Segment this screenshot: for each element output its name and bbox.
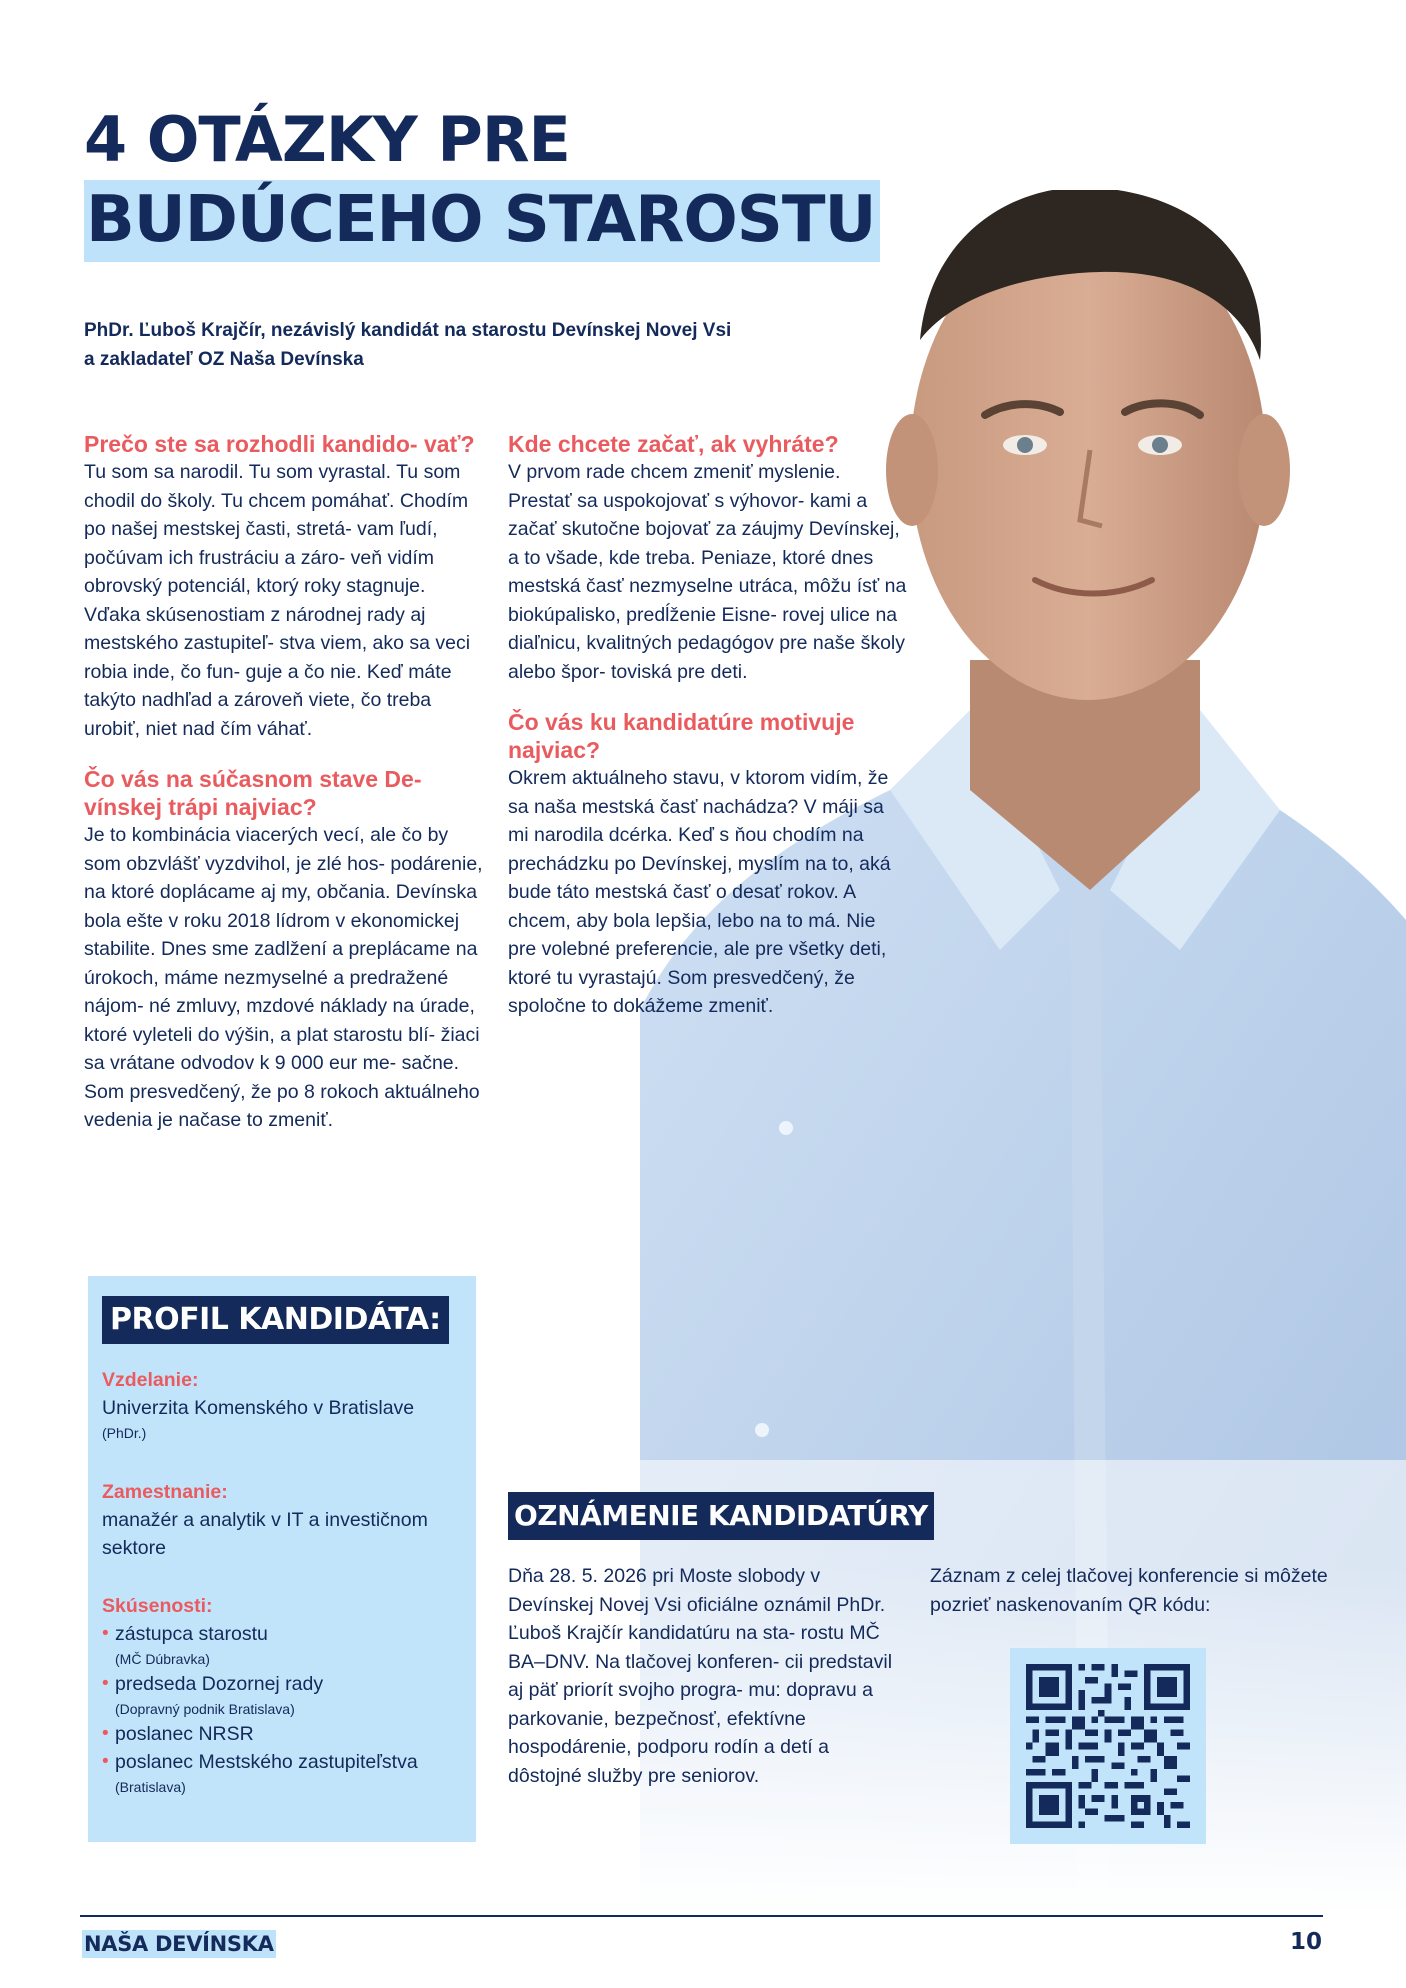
bullet-icon: • <box>102 1751 109 1772</box>
qr-caption: Záznam z celej tlačovej konferencie si môžete pozrieť naskenovaním QR kódu: <box>930 1565 1328 1616</box>
interview-column-left <box>84 430 484 1157</box>
experience-list <box>102 1620 467 1798</box>
education-block <box>102 1366 467 1444</box>
experience-note: (MČ Dúbravka) <box>115 1651 210 1667</box>
question-3: Kde chcete začať, ak vyhráte? <box>508 431 839 457</box>
candidate-profile-box <box>88 1276 476 1842</box>
subtitle-line-2: a zakladateľ OZ Naša Devínska <box>84 349 364 370</box>
answer-1: Tu som sa narodil. Tu som vyrastal. Tu som chodil do školy. Tu chcem pomáhať. Chodím po našej mestskej časti, stretá- vam ľudí, počúvam ich frustráciu a záro- veň vidím obrovský potenciál, ktorý roky stagnuje. Vďaka skúsenostiam z národnej rady aj mestského zastupiteľ- stva viem, ako sa veci robia inde, čo fun- guje a čo nie. Keď máte takýto nadhľad a zároveň viete, čo treba urobiť, niet nad čím váhať. <box>84 461 471 740</box>
qr-code-icon[interactable] <box>1026 1664 1190 1828</box>
qr-code-box[interactable] <box>1010 1648 1206 1844</box>
answer-2: Je to kombinácia viacerých vecí, ale čo by som obzvlášť vyzdvihol, je zlé hos- podárenie, na ktoré doplácame aj my, občania. Devínska bola ešte v roku 2018 lídrom v ekonomickej stabilite. Dnes sme zadlžení a preplácame na úrokoch, máme nezmyselné a predražené nájom- né zmluvy, mzdové náklady na úrade, ktoré vyleteli do výšin, a plat starostu blí- žiaci sa vrátane odvodov k 9 000 eur me- sačne. Som presvedčený, že po 8 rokoch aktuálneho vedenia je načase to zmeniť. <box>84 824 483 1131</box>
title-line-1: 4 OTÁZKY PRE <box>84 103 570 176</box>
job-value: manažér a analytik v IT a investičnom sektore <box>102 1509 428 1559</box>
experience-item <box>102 1748 467 1798</box>
bullet-icon: • <box>102 1723 109 1744</box>
announcement-title: OZNÁMENIE KANDIDATÚRY <box>508 1492 934 1540</box>
footer-brand: NAŠA DEVÍNSKA <box>84 1932 274 1956</box>
bullet-icon: • <box>102 1673 109 1694</box>
page-number: 10 <box>1289 1929 1322 1955</box>
subtitle-line-1: PhDr. Ľuboš Krajčír, nezávislý kandidát na starostu Devínskej Novej Vsi <box>84 320 732 341</box>
experience-item <box>102 1670 467 1720</box>
footer-divider <box>80 1915 1323 1917</box>
page-title <box>84 100 880 262</box>
profile-title: PROFIL KANDIDÁTA: <box>102 1296 449 1344</box>
experience-block <box>102 1592 467 1798</box>
question-1: Prečo ste sa rozhodli kandido- vať? <box>84 431 475 457</box>
question-2: Čo vás na súčasnom stave De- vínskej trápi najviac? <box>84 766 422 820</box>
experience-item <box>102 1620 467 1670</box>
bullet-icon: • <box>102 1623 109 1644</box>
experience-role: poslanec NRSR <box>115 1723 254 1745</box>
question-4: Čo vás ku kandidatúre motivuje najviac? <box>508 709 855 763</box>
experience-role: predseda Dozornej rady <box>115 1673 324 1695</box>
experience-item <box>102 1720 467 1748</box>
answer-3: V prvom rade chcem zmeniť myslenie. Prestať sa uspokojovať s výhovor- kami a začať skutočne bojovať za záujmy Devínskej, a to všade, kde treba. Peniaze, ktoré dnes mestská časť nezmyselne utráca, môžu ísť na biokúpalisko, predĺženie Eisne- rovej ulice na diaľnicu, kvalitných pedagógov pre naše školy alebo špor- toviská pre deti. <box>508 461 907 683</box>
job-block <box>102 1478 467 1562</box>
experience-note: (Bratislava) <box>115 1779 186 1795</box>
subtitle <box>84 316 824 374</box>
education-label: Vzdelanie: <box>102 1369 199 1391</box>
job-label: Zamestnanie: <box>102 1481 228 1503</box>
interview-column-right <box>508 430 908 1043</box>
experience-role: zástupca starostu <box>115 1623 268 1645</box>
education-note: (PhDr.) <box>102 1425 147 1441</box>
announcement-text: Dňa 28. 5. 2026 pri Moste slobody v Devínskej Novej Vsi oficiálne oznámil PhDr. Ľuboš Krajčír kandidatúru na sta- rostu MČ BA–DNV. Na tlačovej konferen- cii predstavil aj päť priorít svojho progra- mu: dopravu a parkovanie, bezpečnosť, efektívne hospodárenie, podporu rodín a detí a dôstojné služby pre seniorov. <box>508 1565 893 1787</box>
experience-label: Skúsenosti: <box>102 1595 213 1617</box>
answer-4: Okrem aktuálneho stavu, v ktorom vidím, že sa naša mestská časť nachádza? V máji sa mi narodila dcérka. Keď s ňou chodím na prechádzku po Devínskej, myslím na to, aká bude táto mestská časť o desať rokov. A chcem, aby bola lepšia, lebo na to má. Nie pre volebné preferencie, ale pre všetky deti, ktoré tu vyrastajú. Som presvedčený, že spoločne to dokážeme zmeniť. <box>508 767 891 1017</box>
experience-note: (Dopravný podnik Bratislava) <box>115 1701 295 1717</box>
title-line-2: BUDÚCEHO STAROSTU <box>84 180 880 262</box>
experience-role: poslanec Mestského zastupiteľstva <box>115 1751 418 1773</box>
education-value: Univerzita Komenského v Bratislave <box>102 1397 415 1419</box>
